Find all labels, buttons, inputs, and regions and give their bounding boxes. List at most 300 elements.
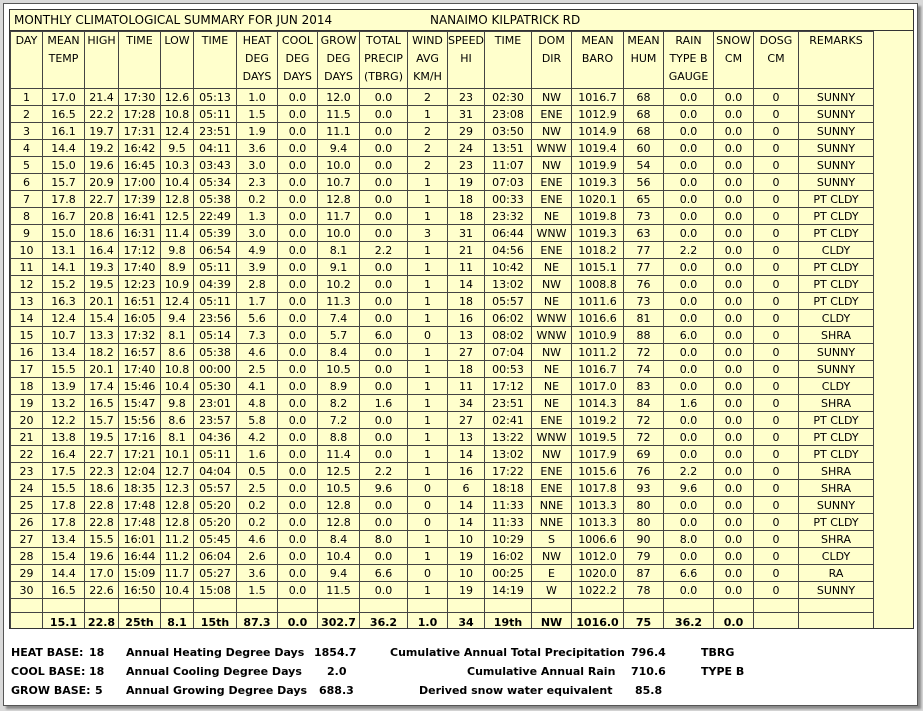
table-cell: 0.0 xyxy=(714,242,754,259)
column-header-line: PRECIP xyxy=(364,52,403,65)
table-cell: 1016.7 xyxy=(572,361,624,378)
table-cell: 54 xyxy=(624,157,664,174)
table-cell: 0 xyxy=(754,344,799,361)
table-cell: 0.0 xyxy=(714,429,754,446)
table-row xyxy=(11,140,874,157)
table-row xyxy=(11,106,874,123)
table-cell: SHRA xyxy=(799,531,874,548)
table-cell: 05:11 xyxy=(194,293,237,310)
table-cell: 16 xyxy=(448,463,485,480)
annual-growing-label: Annual Growing Degree Days xyxy=(126,684,308,697)
table-cell: SUNNY xyxy=(799,174,874,191)
table-row xyxy=(11,157,874,174)
table-cell: 0.0 xyxy=(664,344,714,361)
table-cell: 72 xyxy=(624,344,664,361)
table-cell: 0 xyxy=(754,191,799,208)
table-cell: 0.0 xyxy=(278,497,318,514)
spacer-cell xyxy=(664,599,714,613)
table-row xyxy=(11,276,874,293)
header-row xyxy=(11,32,874,89)
table-cell: 13:51 xyxy=(485,140,532,157)
table-cell: 0 xyxy=(408,327,448,344)
table-cell: 0 xyxy=(754,276,799,293)
table-cell: 0 xyxy=(754,208,799,225)
table-cell: 04:56 xyxy=(485,242,532,259)
table-cell: 0.0 xyxy=(714,582,754,599)
table-cell: 17.8 xyxy=(43,497,85,514)
cum-rain-unit: TYPE B xyxy=(701,665,745,678)
table-cell: 10.9 xyxy=(161,276,194,293)
table-cell: 1017.0 xyxy=(572,378,624,395)
table-cell: 0.0 xyxy=(360,123,408,140)
table-cell: 9.8 xyxy=(161,395,194,412)
table-cell: 31 xyxy=(448,106,485,123)
table-cell: 1 xyxy=(408,293,448,310)
table-cell: 0.0 xyxy=(714,463,754,480)
table-cell: 16:57 xyxy=(119,344,161,361)
table-cell: ENE xyxy=(532,174,572,191)
table-cell: 10.0 xyxy=(318,157,360,174)
table-cell: 0 xyxy=(754,463,799,480)
column-header-line: RAIN xyxy=(675,34,702,47)
heat-base-value: 18 xyxy=(89,646,105,659)
table-cell: SHRA xyxy=(799,395,874,412)
table-cell: 00:33 xyxy=(485,191,532,208)
table-cell: 17:30 xyxy=(119,89,161,106)
table-cell: 10 xyxy=(448,531,485,548)
table-cell: PT CLDY xyxy=(799,429,874,446)
table-cell: 15.0 xyxy=(43,157,85,174)
table-cell: 3 xyxy=(11,123,43,140)
table-cell: 3.0 xyxy=(237,225,278,242)
table-cell: 2 xyxy=(11,106,43,123)
table-row xyxy=(11,412,874,429)
column-header-line: KM/H xyxy=(413,70,442,83)
table-cell: 7 xyxy=(11,191,43,208)
table-cell: 1012.0 xyxy=(572,548,624,565)
table-cell: 0.0 xyxy=(278,531,318,548)
table-cell: 22.3 xyxy=(85,463,119,480)
spacer-cell xyxy=(532,599,572,613)
table-cell: PT CLDY xyxy=(799,514,874,531)
table-cell: 0.0 xyxy=(664,157,714,174)
table-cell: 15.7 xyxy=(43,174,85,191)
table-cell: 06:04 xyxy=(194,548,237,565)
column-header xyxy=(318,32,360,89)
column-header-line: HEAT xyxy=(242,34,272,47)
totals-cell: 36.2 xyxy=(360,613,408,630)
table-cell: 23:01 xyxy=(194,395,237,412)
table-cell: 16:51 xyxy=(119,293,161,310)
spacer-cell xyxy=(754,599,799,613)
table-cell: 23:56 xyxy=(194,310,237,327)
table-cell: 15.5 xyxy=(43,480,85,497)
column-header xyxy=(624,32,664,89)
table-cell: 79 xyxy=(624,548,664,565)
table-cell: 0.2 xyxy=(237,497,278,514)
column-header-line: (TBRG) xyxy=(363,70,403,83)
table-cell: 4.9 xyxy=(237,242,278,259)
column-header xyxy=(11,32,43,89)
table-cell: 0.0 xyxy=(664,310,714,327)
table-cell: 22.8 xyxy=(85,497,119,514)
table-cell: 0.0 xyxy=(360,89,408,106)
table-cell: 0.0 xyxy=(714,531,754,548)
table-cell: 1 xyxy=(11,89,43,106)
table-cell: 23 xyxy=(448,157,485,174)
table-cell: 80 xyxy=(624,514,664,531)
annual-growing-value: 688.3 xyxy=(319,684,354,697)
column-header-line: TIME xyxy=(201,34,229,47)
spacer-cell xyxy=(799,599,874,613)
table-cell: 17.4 xyxy=(85,378,119,395)
totals-cell: 302.7 xyxy=(318,613,360,630)
table-cell: 12.5 xyxy=(318,463,360,480)
table-cell: 0 xyxy=(408,565,448,582)
table-cell: 0.0 xyxy=(714,344,754,361)
column-header-line: CM xyxy=(724,52,743,65)
table-cell: 12.4 xyxy=(161,293,194,310)
table-cell: 0.0 xyxy=(360,174,408,191)
table-cell: 1 xyxy=(408,106,448,123)
table-cell: 20.8 xyxy=(85,208,119,225)
table-row xyxy=(11,480,874,497)
table-cell: 10 xyxy=(448,565,485,582)
table-cell: 14 xyxy=(448,514,485,531)
table-cell: 26 xyxy=(11,514,43,531)
table-cell: NW xyxy=(532,89,572,106)
table-cell: 10.7 xyxy=(43,327,85,344)
table-cell: 1.9 xyxy=(237,123,278,140)
table-cell: 0 xyxy=(754,174,799,191)
table-cell: 30 xyxy=(11,582,43,599)
table-cell: 77 xyxy=(624,259,664,276)
column-header-line: DIR xyxy=(541,52,562,65)
table-cell: ENE xyxy=(532,191,572,208)
table-cell: 1006.6 xyxy=(572,531,624,548)
table-cell: 0.0 xyxy=(278,395,318,412)
table-cell: 0.0 xyxy=(360,412,408,429)
cum-total-precip-value: 796.4 xyxy=(631,646,666,659)
totals-row xyxy=(11,613,874,630)
table-cell: RA xyxy=(799,565,874,582)
table-cell: 10.0 xyxy=(318,225,360,242)
table-cell: 5 xyxy=(11,157,43,174)
table-cell: 12.0 xyxy=(318,89,360,106)
table-cell: 0.0 xyxy=(714,225,754,242)
table-cell: 0.0 xyxy=(714,497,754,514)
table-cell: NW xyxy=(532,548,572,565)
table-cell: 1008.8 xyxy=(572,276,624,293)
table-cell: 19 xyxy=(11,395,43,412)
table-cell: 0.0 xyxy=(360,208,408,225)
table-cell: 8.1 xyxy=(318,242,360,259)
table-cell: 18.2 xyxy=(85,344,119,361)
table-cell: 16 xyxy=(11,344,43,361)
column-header-line: DAYS xyxy=(324,70,353,83)
table-cell: 1019.5 xyxy=(572,429,624,446)
table-cell: 12.8 xyxy=(161,514,194,531)
table-cell: 19.6 xyxy=(85,548,119,565)
table-cell: 0.0 xyxy=(664,225,714,242)
table-cell: 22.2 xyxy=(85,106,119,123)
table-cell: 11:33 xyxy=(485,497,532,514)
spacer-cell xyxy=(119,599,161,613)
table-cell: 16.3 xyxy=(43,293,85,310)
table-cell: 1011.2 xyxy=(572,344,624,361)
spacer-cell xyxy=(278,599,318,613)
table-row xyxy=(11,582,874,599)
totals-cell: 1016.0 xyxy=(572,613,624,630)
table-cell: 0.0 xyxy=(664,89,714,106)
table-cell: SUNNY xyxy=(799,582,874,599)
table-cell: 13.9 xyxy=(43,378,85,395)
table-cell: 1 xyxy=(408,242,448,259)
column-header-line: GROW xyxy=(320,34,357,47)
column-header xyxy=(161,32,194,89)
table-cell: 13:22 xyxy=(485,429,532,446)
table-cell: 19 xyxy=(448,548,485,565)
table-cell: 16.1 xyxy=(43,123,85,140)
table-cell: 18 xyxy=(448,293,485,310)
grow-base-label: GROW BASE: xyxy=(11,684,91,697)
cum-total-precip-label: Cumulative Annual Total Precipitation xyxy=(390,646,625,659)
table-cell: 0.0 xyxy=(714,191,754,208)
table-cell: 17:12 xyxy=(119,242,161,259)
column-header xyxy=(119,32,161,89)
column-header-line: COOL xyxy=(281,34,314,47)
totals-cell: 0.0 xyxy=(714,613,754,630)
table-cell: 2.2 xyxy=(664,463,714,480)
totals-cell: 22.8 xyxy=(85,613,119,630)
table-cell: 05:39 xyxy=(194,225,237,242)
table-cell: 2 xyxy=(408,123,448,140)
table-cell: 1011.6 xyxy=(572,293,624,310)
table-cell: 16:50 xyxy=(119,582,161,599)
table-cell: ENE xyxy=(532,480,572,497)
table-cell: 80 xyxy=(624,497,664,514)
table-cell: 16.4 xyxy=(85,242,119,259)
table-cell: 0 xyxy=(408,480,448,497)
table-cell: 6 xyxy=(11,174,43,191)
table-cell: 68 xyxy=(624,123,664,140)
table-cell: 23 xyxy=(448,89,485,106)
table-cell: 0.0 xyxy=(360,429,408,446)
table-cell: 1 xyxy=(408,310,448,327)
table-cell: 12.7 xyxy=(161,463,194,480)
table-cell: 1 xyxy=(408,378,448,395)
annual-heating-label: Annual Heating Degree Days xyxy=(126,646,305,659)
table-cell: 00:53 xyxy=(485,361,532,378)
table-cell: 4.6 xyxy=(237,344,278,361)
table-cell: 18 xyxy=(448,191,485,208)
table-cell: 0 xyxy=(754,565,799,582)
table-cell: 19.5 xyxy=(85,429,119,446)
table-cell: 10.8 xyxy=(161,361,194,378)
column-header-line: BARO xyxy=(581,52,614,65)
table-cell: 72 xyxy=(624,429,664,446)
totals-cell: 8.1 xyxy=(161,613,194,630)
table-cell: 14.1 xyxy=(43,259,85,276)
table-cell: 15.5 xyxy=(43,361,85,378)
table-cell: 20 xyxy=(11,412,43,429)
table-cell: 9.1 xyxy=(318,259,360,276)
column-header-line: DAY xyxy=(15,34,38,47)
table-cell: 0.0 xyxy=(360,446,408,463)
column-header-line: MEAN xyxy=(581,34,614,47)
table-cell: 13.3 xyxy=(85,327,119,344)
column-header-line: MEAN xyxy=(627,34,660,47)
column-header xyxy=(664,32,714,89)
table-row xyxy=(11,174,874,191)
table-cell: 11.5 xyxy=(318,582,360,599)
table-cell: 0.0 xyxy=(360,582,408,599)
table-cell: 1015.1 xyxy=(572,259,624,276)
table-cell: 13 xyxy=(11,293,43,310)
totals-cell: 15th xyxy=(194,613,237,630)
table-cell: 8.0 xyxy=(360,531,408,548)
table-cell: 13.2 xyxy=(43,395,85,412)
table-cell: 17:22 xyxy=(485,463,532,480)
table-cell: 2 xyxy=(408,157,448,174)
table-cell: 0.0 xyxy=(360,344,408,361)
table-cell: 65 xyxy=(624,191,664,208)
table-cell: 05:30 xyxy=(194,378,237,395)
table-cell: 0.2 xyxy=(237,191,278,208)
totals-cell: 75 xyxy=(624,613,664,630)
table-cell: 10.4 xyxy=(161,378,194,395)
table-cell: 1.0 xyxy=(237,89,278,106)
table-cell: 05:57 xyxy=(194,480,237,497)
totals-cell: 87.3 xyxy=(237,613,278,630)
table-cell: 04:11 xyxy=(194,140,237,157)
table-cell: 0.0 xyxy=(278,548,318,565)
table-cell: 10:42 xyxy=(485,259,532,276)
table-cell: 13.1 xyxy=(43,242,85,259)
table-cell: 0.0 xyxy=(278,276,318,293)
table-cell: 0.0 xyxy=(664,293,714,310)
table-cell: 25 xyxy=(11,497,43,514)
table-cell: 00:25 xyxy=(485,565,532,582)
annual-cooling-value: 2.0 xyxy=(327,665,347,678)
table-cell: 06:02 xyxy=(485,310,532,327)
table-cell: 1 xyxy=(408,582,448,599)
table-cell: 8.6 xyxy=(161,412,194,429)
column-header xyxy=(278,32,318,89)
table-cell: 14 xyxy=(448,497,485,514)
column-header-line: SPEED xyxy=(448,34,484,47)
column-header xyxy=(360,32,408,89)
table-cell: SHRA xyxy=(799,480,874,497)
table-cell: 17:48 xyxy=(119,514,161,531)
column-header-line: MEAN xyxy=(47,34,80,47)
table-cell: 6.6 xyxy=(360,565,408,582)
annual-cooling-label: Annual Cooling Degree Days xyxy=(126,665,302,678)
spacer-cell xyxy=(572,599,624,613)
table-cell: 12.5 xyxy=(161,208,194,225)
table-cell: 77 xyxy=(624,242,664,259)
table-cell: 19.5 xyxy=(85,276,119,293)
table-cell: 1014.9 xyxy=(572,123,624,140)
table-cell: WNW xyxy=(532,225,572,242)
spacer-cell xyxy=(485,599,532,613)
table-cell: 1010.9 xyxy=(572,327,624,344)
table-cell: 11.4 xyxy=(161,225,194,242)
table-cell: 0.0 xyxy=(664,446,714,463)
table-cell: 15:47 xyxy=(119,395,161,412)
table-cell: 12.6 xyxy=(161,89,194,106)
table-cell: 0.0 xyxy=(714,395,754,412)
table-cell: 0.0 xyxy=(278,514,318,531)
table-cell: PT CLDY xyxy=(799,208,874,225)
table-cell: 8.4 xyxy=(318,344,360,361)
table-cell: NW xyxy=(532,344,572,361)
table-cell: 0.0 xyxy=(360,106,408,123)
table-row xyxy=(11,361,874,378)
table-cell: 12.8 xyxy=(318,514,360,531)
table-cell: 15:46 xyxy=(119,378,161,395)
table-cell: 1019.8 xyxy=(572,208,624,225)
spacer-cell xyxy=(237,599,278,613)
table-cell: 15 xyxy=(11,327,43,344)
table-cell: 17:31 xyxy=(119,123,161,140)
table-cell: 0.0 xyxy=(360,157,408,174)
table-cell: 69 xyxy=(624,446,664,463)
table-cell: 2 xyxy=(408,89,448,106)
table-cell: 8.1 xyxy=(161,327,194,344)
table-cell: 6.6 xyxy=(664,565,714,582)
column-header-line: SNOW xyxy=(716,34,751,47)
table-cell: 0.0 xyxy=(714,106,754,123)
table-cell: 0.0 xyxy=(714,123,754,140)
table-cell: 18.6 xyxy=(85,480,119,497)
table-row xyxy=(11,225,874,242)
table-cell: 12.8 xyxy=(318,191,360,208)
table-cell: 9 xyxy=(11,225,43,242)
table-cell: 27 xyxy=(11,531,43,548)
table-cell: 2.6 xyxy=(237,548,278,565)
table-cell: 13:02 xyxy=(485,446,532,463)
table-cell: 16:31 xyxy=(119,225,161,242)
table-cell: 12 xyxy=(11,276,43,293)
table-cell: 4 xyxy=(11,140,43,157)
totals-cell xyxy=(799,613,874,630)
table-cell: 3.0 xyxy=(237,157,278,174)
table-cell: PT CLDY xyxy=(799,225,874,242)
column-header-line: AVG xyxy=(416,52,439,65)
totals-cell: 19th xyxy=(485,613,532,630)
table-cell: CLDY xyxy=(799,378,874,395)
table-cell: 0.0 xyxy=(360,514,408,531)
table-cell: 9.8 xyxy=(161,242,194,259)
table-cell: 3.6 xyxy=(237,565,278,582)
snow-water-label: Derived snow water equivalent xyxy=(419,684,613,697)
table-row xyxy=(11,327,874,344)
cool-base-label: COOL BASE: xyxy=(11,665,86,678)
table-row xyxy=(11,89,874,106)
table-row xyxy=(11,242,874,259)
table-cell: 1 xyxy=(408,531,448,548)
table-cell: 27 xyxy=(448,344,485,361)
table-cell: 0.0 xyxy=(714,259,754,276)
table-cell: 0.0 xyxy=(360,497,408,514)
table-cell: 1014.3 xyxy=(572,395,624,412)
table-cell: 16.5 xyxy=(85,395,119,412)
table-cell: 27 xyxy=(448,412,485,429)
table-cell: 22.6 xyxy=(85,582,119,599)
table-cell: 9.4 xyxy=(318,140,360,157)
table-cell: 0.0 xyxy=(664,123,714,140)
